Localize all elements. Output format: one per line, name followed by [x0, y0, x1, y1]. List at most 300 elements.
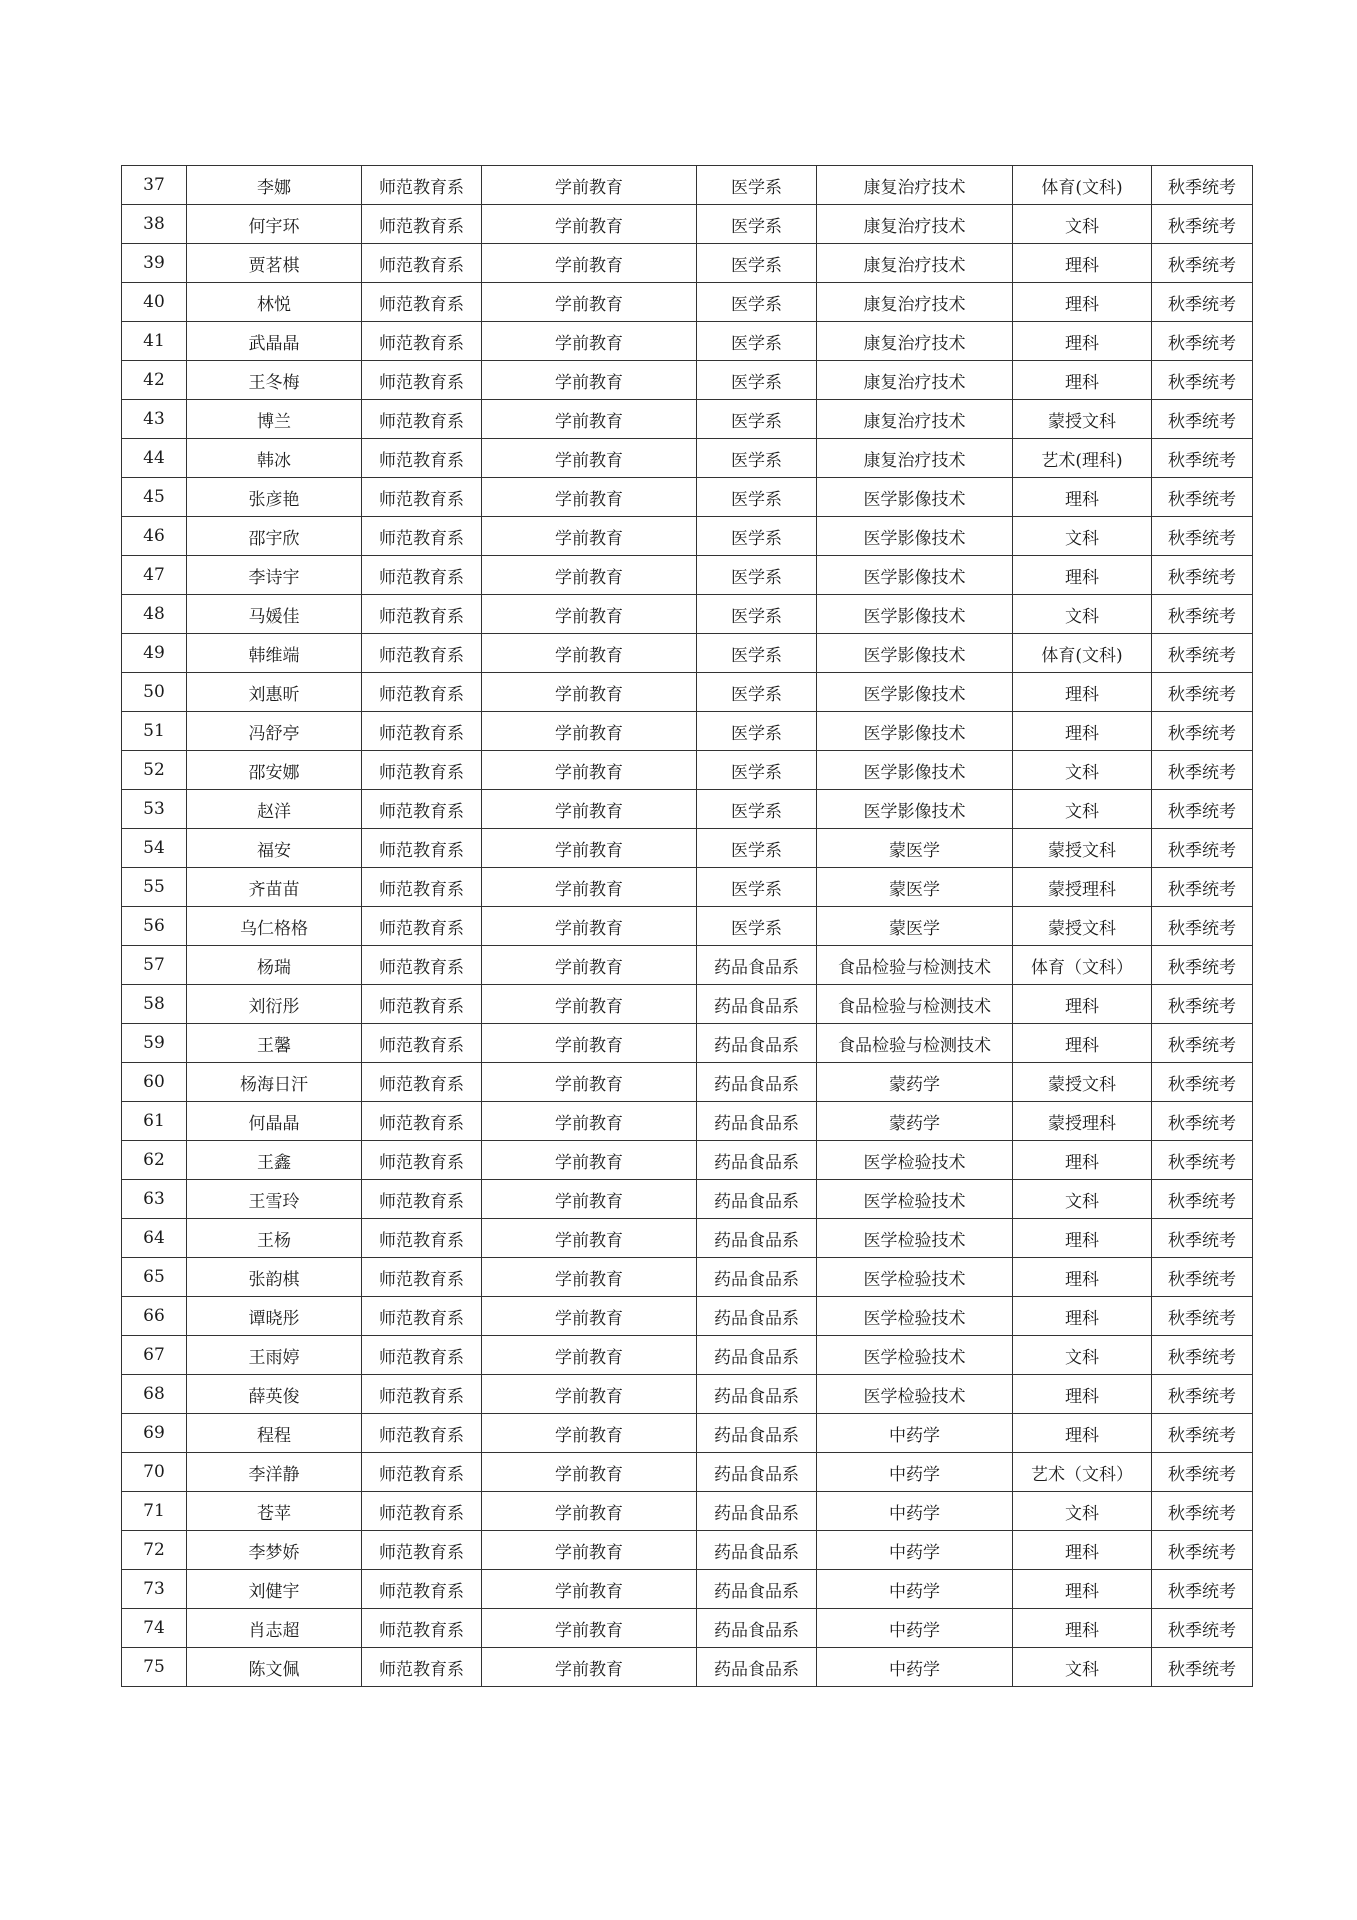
student-name-cell: 李诗宇	[187, 556, 362, 595]
admission-type-cell: 秋季统考	[1152, 1297, 1253, 1336]
student-name-cell: 刘惠昕	[187, 673, 362, 712]
table-row	[122, 361, 1253, 400]
row-number-cell: 75	[122, 1648, 187, 1687]
row-number-cell: 43	[122, 400, 187, 439]
row-number-cell: 57	[122, 946, 187, 985]
original-major-cell: 学前教育	[482, 1375, 697, 1414]
original-department-cell: 师范教育系	[362, 1492, 482, 1531]
subject-category-cell: 理科	[1013, 1531, 1152, 1570]
admission-type-cell: 秋季统考	[1152, 1531, 1253, 1570]
target-department-cell: 医学系	[697, 283, 817, 322]
target-major-cell: 中药学	[817, 1570, 1013, 1609]
row-number-cell: 60	[122, 1063, 187, 1102]
row-number-cell: 37	[122, 166, 187, 205]
row-number-cell: 46	[122, 517, 187, 556]
original-department-cell: 师范教育系	[362, 1531, 482, 1570]
row-number-cell: 65	[122, 1258, 187, 1297]
original-major-cell: 学前教育	[482, 439, 697, 478]
target-major-cell: 康复治疗技术	[817, 205, 1013, 244]
student-name-cell: 王鑫	[187, 1141, 362, 1180]
row-number-cell: 69	[122, 1414, 187, 1453]
subject-category-cell: 理科	[1013, 1141, 1152, 1180]
subject-category-cell: 理科	[1013, 556, 1152, 595]
student-name-cell: 肖志超	[187, 1609, 362, 1648]
target-major-cell: 医学检验技术	[817, 1219, 1013, 1258]
original-department-cell: 师范教育系	[362, 517, 482, 556]
target-major-cell: 医学检验技术	[817, 1141, 1013, 1180]
admission-type-cell: 秋季统考	[1152, 712, 1253, 751]
original-department-cell: 师范教育系	[362, 595, 482, 634]
subject-category-cell: 蒙授文科	[1013, 400, 1152, 439]
student-name-cell: 马媛佳	[187, 595, 362, 634]
target-department-cell: 药品食品系	[697, 946, 817, 985]
target-major-cell: 医学影像技术	[817, 634, 1013, 673]
original-major-cell: 学前教育	[482, 790, 697, 829]
table-row	[122, 985, 1253, 1024]
original-major-cell: 学前教育	[482, 1336, 697, 1375]
row-number-cell: 55	[122, 868, 187, 907]
student-name-cell: 冯舒亭	[187, 712, 362, 751]
original-major-cell: 学前教育	[482, 829, 697, 868]
original-department-cell: 师范教育系	[362, 478, 482, 517]
student-name-cell: 王馨	[187, 1024, 362, 1063]
subject-category-cell: 文科	[1013, 751, 1152, 790]
student-name-cell: 苍苹	[187, 1492, 362, 1531]
target-department-cell: 医学系	[697, 556, 817, 595]
original-major-cell: 学前教育	[482, 946, 697, 985]
admission-type-cell: 秋季统考	[1152, 1063, 1253, 1102]
subject-category-cell: 理科	[1013, 1024, 1152, 1063]
admission-type-cell: 秋季统考	[1152, 517, 1253, 556]
row-number-cell: 74	[122, 1609, 187, 1648]
table-row	[122, 1063, 1253, 1102]
row-number-cell: 63	[122, 1180, 187, 1219]
target-department-cell: 药品食品系	[697, 1258, 817, 1297]
target-major-cell: 中药学	[817, 1414, 1013, 1453]
table-row	[122, 556, 1253, 595]
target-major-cell: 医学影像技术	[817, 712, 1013, 751]
target-department-cell: 药品食品系	[697, 1141, 817, 1180]
target-department-cell: 药品食品系	[697, 1375, 817, 1414]
student-name-cell: 陈文佩	[187, 1648, 362, 1687]
subject-category-cell: 文科	[1013, 1180, 1152, 1219]
original-major-cell: 学前教育	[482, 1258, 697, 1297]
target-department-cell: 药品食品系	[697, 1531, 817, 1570]
original-department-cell: 师范教育系	[362, 673, 482, 712]
target-major-cell: 食品检验与检测技术	[817, 1024, 1013, 1063]
student-name-cell: 王雨婷	[187, 1336, 362, 1375]
student-name-cell: 贾茗棋	[187, 244, 362, 283]
target-department-cell: 药品食品系	[697, 1180, 817, 1219]
subject-category-cell: 文科	[1013, 205, 1152, 244]
target-major-cell: 医学检验技术	[817, 1258, 1013, 1297]
row-number-cell: 70	[122, 1453, 187, 1492]
admission-type-cell: 秋季统考	[1152, 1024, 1253, 1063]
subject-category-cell: 理科	[1013, 1375, 1152, 1414]
admission-type-cell: 秋季统考	[1152, 946, 1253, 985]
original-department-cell: 师范教育系	[362, 1141, 482, 1180]
original-department-cell: 师范教育系	[362, 556, 482, 595]
student-name-cell: 韩维端	[187, 634, 362, 673]
admission-type-cell: 秋季统考	[1152, 1570, 1253, 1609]
target-department-cell: 医学系	[697, 712, 817, 751]
admission-type-cell: 秋季统考	[1152, 1180, 1253, 1219]
admission-type-cell: 秋季统考	[1152, 556, 1253, 595]
original-major-cell: 学前教育	[482, 634, 697, 673]
table-row	[122, 946, 1253, 985]
target-department-cell: 药品食品系	[697, 1024, 817, 1063]
subject-category-cell: 理科	[1013, 322, 1152, 361]
original-department-cell: 师范教育系	[362, 283, 482, 322]
admission-type-cell: 秋季统考	[1152, 283, 1253, 322]
target-major-cell: 康复治疗技术	[817, 400, 1013, 439]
table-row	[122, 1219, 1253, 1258]
table-row	[122, 244, 1253, 283]
table-row	[122, 1375, 1253, 1414]
target-major-cell: 医学检验技术	[817, 1297, 1013, 1336]
original-department-cell: 师范教育系	[362, 829, 482, 868]
student-name-cell: 韩冰	[187, 439, 362, 478]
student-name-cell: 谭晓彤	[187, 1297, 362, 1336]
original-major-cell: 学前教育	[482, 166, 697, 205]
admission-type-cell: 秋季统考	[1152, 361, 1253, 400]
target-department-cell: 医学系	[697, 322, 817, 361]
row-number-cell: 66	[122, 1297, 187, 1336]
original-department-cell: 师范教育系	[362, 985, 482, 1024]
table-row	[122, 1297, 1253, 1336]
student-name-cell: 邵宇欣	[187, 517, 362, 556]
student-name-cell: 张韵棋	[187, 1258, 362, 1297]
student-name-cell: 赵洋	[187, 790, 362, 829]
table-row	[122, 1414, 1253, 1453]
original-department-cell: 师范教育系	[362, 1219, 482, 1258]
original-department-cell: 师范教育系	[362, 751, 482, 790]
original-major-cell: 学前教育	[482, 1024, 697, 1063]
original-major-cell: 学前教育	[482, 400, 697, 439]
row-number-cell: 49	[122, 634, 187, 673]
row-number-cell: 58	[122, 985, 187, 1024]
original-major-cell: 学前教育	[482, 1453, 697, 1492]
admission-type-cell: 秋季统考	[1152, 634, 1253, 673]
target-major-cell: 康复治疗技术	[817, 283, 1013, 322]
original-department-cell: 师范教育系	[362, 205, 482, 244]
target-department-cell: 医学系	[697, 439, 817, 478]
student-name-cell: 李梦娇	[187, 1531, 362, 1570]
original-major-cell: 学前教育	[482, 1219, 697, 1258]
original-department-cell: 师范教育系	[362, 166, 482, 205]
table-row	[122, 790, 1253, 829]
admission-type-cell: 秋季统考	[1152, 907, 1253, 946]
subject-category-cell: 理科	[1013, 1258, 1152, 1297]
original-department-cell: 师范教育系	[362, 1063, 482, 1102]
original-major-cell: 学前教育	[482, 478, 697, 517]
subject-category-cell: 理科	[1013, 1609, 1152, 1648]
table-row	[122, 1180, 1253, 1219]
admission-type-cell: 秋季统考	[1152, 595, 1253, 634]
original-department-cell: 师范教育系	[362, 439, 482, 478]
target-department-cell: 药品食品系	[697, 1336, 817, 1375]
target-major-cell: 康复治疗技术	[817, 244, 1013, 283]
row-number-cell: 61	[122, 1102, 187, 1141]
row-number-cell: 48	[122, 595, 187, 634]
original-department-cell: 师范教育系	[362, 1648, 482, 1687]
table-row	[122, 1492, 1253, 1531]
student-name-cell: 福安	[187, 829, 362, 868]
target-department-cell: 药品食品系	[697, 1492, 817, 1531]
subject-category-cell: 文科	[1013, 790, 1152, 829]
row-number-cell: 47	[122, 556, 187, 595]
student-name-cell: 李洋静	[187, 1453, 362, 1492]
admission-type-cell: 秋季统考	[1152, 1102, 1253, 1141]
subject-category-cell: 理科	[1013, 244, 1152, 283]
original-major-cell: 学前教育	[482, 868, 697, 907]
original-department-cell: 师范教育系	[362, 322, 482, 361]
original-major-cell: 学前教育	[482, 985, 697, 1024]
admission-type-cell: 秋季统考	[1152, 400, 1253, 439]
student-name-cell: 李娜	[187, 166, 362, 205]
table-row	[122, 1609, 1253, 1648]
target-department-cell: 医学系	[697, 517, 817, 556]
row-number-cell: 51	[122, 712, 187, 751]
subject-category-cell: 体育(文科)	[1013, 166, 1152, 205]
original-major-cell: 学前教育	[482, 517, 697, 556]
original-major-cell: 学前教育	[482, 1648, 697, 1687]
table-row	[122, 166, 1253, 205]
subject-category-cell: 体育(文科)	[1013, 634, 1152, 673]
target-major-cell: 食品检验与检测技术	[817, 985, 1013, 1024]
table-row	[122, 478, 1253, 517]
target-department-cell: 药品食品系	[697, 1219, 817, 1258]
original-major-cell: 学前教育	[482, 1492, 697, 1531]
admission-type-cell: 秋季统考	[1152, 1375, 1253, 1414]
target-department-cell: 药品食品系	[697, 985, 817, 1024]
original-major-cell: 学前教育	[482, 751, 697, 790]
row-number-cell: 50	[122, 673, 187, 712]
admission-type-cell: 秋季统考	[1152, 1336, 1253, 1375]
original-major-cell: 学前教育	[482, 556, 697, 595]
target-major-cell: 中药学	[817, 1609, 1013, 1648]
original-department-cell: 师范教育系	[362, 1102, 482, 1141]
subject-category-cell: 蒙授理科	[1013, 1102, 1152, 1141]
table-row	[122, 1024, 1253, 1063]
original-major-cell: 学前教育	[482, 361, 697, 400]
row-number-cell: 54	[122, 829, 187, 868]
subject-category-cell: 蒙授理科	[1013, 868, 1152, 907]
target-department-cell: 药品食品系	[697, 1570, 817, 1609]
original-major-cell: 学前教育	[482, 595, 697, 634]
table-row	[122, 205, 1253, 244]
table-row	[122, 283, 1253, 322]
subject-category-cell: 理科	[1013, 1570, 1152, 1609]
target-department-cell: 药品食品系	[697, 1102, 817, 1141]
admission-type-cell: 秋季统考	[1152, 205, 1253, 244]
student-name-cell: 邵安娜	[187, 751, 362, 790]
subject-category-cell: 理科	[1013, 712, 1152, 751]
target-major-cell: 蒙药学	[817, 1102, 1013, 1141]
row-number-cell: 62	[122, 1141, 187, 1180]
original-department-cell: 师范教育系	[362, 1375, 482, 1414]
table-row	[122, 1102, 1253, 1141]
table-row	[122, 400, 1253, 439]
subject-category-cell: 蒙授文科	[1013, 907, 1152, 946]
target-major-cell: 医学影像技术	[817, 556, 1013, 595]
subject-category-cell: 蒙授文科	[1013, 1063, 1152, 1102]
row-number-cell: 40	[122, 283, 187, 322]
admission-type-cell: 秋季统考	[1152, 478, 1253, 517]
row-number-cell: 68	[122, 1375, 187, 1414]
target-department-cell: 医学系	[697, 478, 817, 517]
target-major-cell: 医学检验技术	[817, 1336, 1013, 1375]
row-number-cell: 56	[122, 907, 187, 946]
target-major-cell: 医学影像技术	[817, 751, 1013, 790]
subject-category-cell: 艺术(理科)	[1013, 439, 1152, 478]
original-major-cell: 学前教育	[482, 673, 697, 712]
student-name-cell: 王杨	[187, 1219, 362, 1258]
original-department-cell: 师范教育系	[362, 634, 482, 673]
original-department-cell: 师范教育系	[362, 1180, 482, 1219]
admission-type-cell: 秋季统考	[1152, 1453, 1253, 1492]
subject-category-cell: 理科	[1013, 1297, 1152, 1336]
row-number-cell: 41	[122, 322, 187, 361]
student-name-cell: 武晶晶	[187, 322, 362, 361]
admission-type-cell: 秋季统考	[1152, 1219, 1253, 1258]
row-number-cell: 71	[122, 1492, 187, 1531]
target-major-cell: 康复治疗技术	[817, 361, 1013, 400]
admission-type-cell: 秋季统考	[1152, 1648, 1253, 1687]
row-number-cell: 44	[122, 439, 187, 478]
table-row	[122, 439, 1253, 478]
subject-category-cell: 体育（文科）	[1013, 946, 1152, 985]
target-major-cell: 医学影像技术	[817, 517, 1013, 556]
subject-category-cell: 理科	[1013, 478, 1152, 517]
row-number-cell: 38	[122, 205, 187, 244]
target-department-cell: 药品食品系	[697, 1297, 817, 1336]
student-name-cell: 林悦	[187, 283, 362, 322]
target-department-cell: 医学系	[697, 751, 817, 790]
student-name-cell: 程程	[187, 1414, 362, 1453]
target-major-cell: 医学检验技术	[817, 1375, 1013, 1414]
original-department-cell: 师范教育系	[362, 244, 482, 283]
student-name-cell: 乌仁格格	[187, 907, 362, 946]
student-name-cell: 张彦艳	[187, 478, 362, 517]
subject-category-cell: 理科	[1013, 1219, 1152, 1258]
table-row	[122, 322, 1253, 361]
table-row	[122, 751, 1253, 790]
original-department-cell: 师范教育系	[362, 1570, 482, 1609]
original-major-cell: 学前教育	[482, 1570, 697, 1609]
target-major-cell: 中药学	[817, 1492, 1013, 1531]
table-body	[122, 166, 1253, 1687]
admission-type-cell: 秋季统考	[1152, 166, 1253, 205]
original-department-cell: 师范教育系	[362, 946, 482, 985]
target-department-cell: 药品食品系	[697, 1414, 817, 1453]
subject-category-cell: 理科	[1013, 673, 1152, 712]
admission-type-cell: 秋季统考	[1152, 985, 1253, 1024]
admission-type-cell: 秋季统考	[1152, 829, 1253, 868]
student-name-cell: 王雪玲	[187, 1180, 362, 1219]
subject-category-cell: 文科	[1013, 1336, 1152, 1375]
admission-type-cell: 秋季统考	[1152, 1258, 1253, 1297]
original-major-cell: 学前教育	[482, 1141, 697, 1180]
original-major-cell: 学前教育	[482, 1531, 697, 1570]
row-number-cell: 73	[122, 1570, 187, 1609]
table-row	[122, 1141, 1253, 1180]
target-department-cell: 医学系	[697, 907, 817, 946]
target-major-cell: 蒙医学	[817, 907, 1013, 946]
table-row	[122, 1648, 1253, 1687]
original-major-cell: 学前教育	[482, 244, 697, 283]
row-number-cell: 42	[122, 361, 187, 400]
original-department-cell: 师范教育系	[362, 1258, 482, 1297]
target-department-cell: 药品食品系	[697, 1648, 817, 1687]
original-department-cell: 师范教育系	[362, 400, 482, 439]
admission-type-cell: 秋季统考	[1152, 244, 1253, 283]
student-name-cell: 杨海日汗	[187, 1063, 362, 1102]
student-name-cell: 何晶晶	[187, 1102, 362, 1141]
admission-type-cell: 秋季统考	[1152, 868, 1253, 907]
original-department-cell: 师范教育系	[362, 1336, 482, 1375]
original-department-cell: 师范教育系	[362, 1414, 482, 1453]
target-major-cell: 医学检验技术	[817, 1180, 1013, 1219]
target-department-cell: 药品食品系	[697, 1063, 817, 1102]
table-row	[122, 673, 1253, 712]
table-row	[122, 1258, 1253, 1297]
target-major-cell: 中药学	[817, 1531, 1013, 1570]
original-major-cell: 学前教育	[482, 205, 697, 244]
target-major-cell: 中药学	[817, 1648, 1013, 1687]
target-department-cell: 医学系	[697, 829, 817, 868]
original-major-cell: 学前教育	[482, 1063, 697, 1102]
target-major-cell: 中药学	[817, 1453, 1013, 1492]
student-name-cell: 王冬梅	[187, 361, 362, 400]
original-department-cell: 师范教育系	[362, 361, 482, 400]
table-row	[122, 1570, 1253, 1609]
student-name-cell: 齐苗苗	[187, 868, 362, 907]
original-department-cell: 师范教育系	[362, 790, 482, 829]
table-row	[122, 595, 1253, 634]
admission-type-cell: 秋季统考	[1152, 673, 1253, 712]
original-major-cell: 学前教育	[482, 1102, 697, 1141]
target-department-cell: 药品食品系	[697, 1453, 817, 1492]
subject-category-cell: 艺术（文科）	[1013, 1453, 1152, 1492]
table-row	[122, 868, 1253, 907]
table-row	[122, 517, 1253, 556]
admission-type-cell: 秋季统考	[1152, 790, 1253, 829]
table-row	[122, 1453, 1253, 1492]
row-number-cell: 45	[122, 478, 187, 517]
target-major-cell: 康复治疗技术	[817, 322, 1013, 361]
original-major-cell: 学前教育	[482, 1609, 697, 1648]
subject-category-cell: 文科	[1013, 517, 1152, 556]
original-department-cell: 师范教育系	[362, 1297, 482, 1336]
table-row	[122, 907, 1253, 946]
original-department-cell: 师范教育系	[362, 1453, 482, 1492]
target-department-cell: 医学系	[697, 634, 817, 673]
target-department-cell: 医学系	[697, 673, 817, 712]
subject-category-cell: 文科	[1013, 595, 1152, 634]
original-major-cell: 学前教育	[482, 712, 697, 751]
target-department-cell: 医学系	[697, 790, 817, 829]
target-department-cell: 医学系	[697, 205, 817, 244]
target-major-cell: 食品检验与检测技术	[817, 946, 1013, 985]
target-department-cell: 医学系	[697, 361, 817, 400]
table-row	[122, 1336, 1253, 1375]
target-major-cell: 康复治疗技术	[817, 439, 1013, 478]
student-name-cell: 薛英俊	[187, 1375, 362, 1414]
table-row	[122, 634, 1253, 673]
original-major-cell: 学前教育	[482, 1180, 697, 1219]
target-department-cell: 药品食品系	[697, 1609, 817, 1648]
